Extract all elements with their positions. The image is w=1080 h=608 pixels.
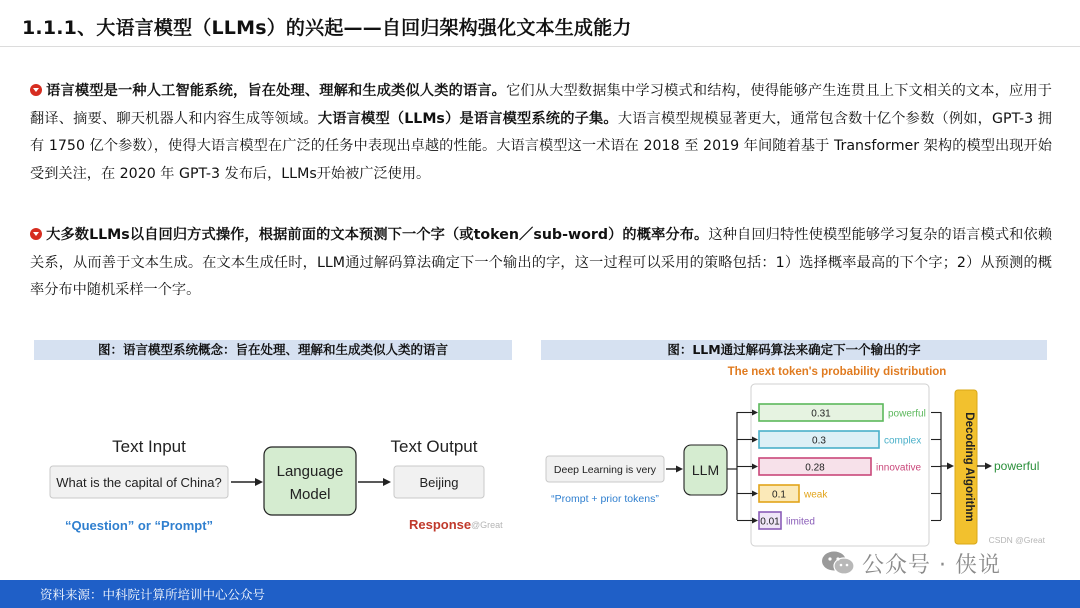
fig1-model-line1: Language [276,463,344,480]
fig2-token-word: powerful [888,408,926,420]
figure2-caption: 图：LLM通过解码算法来确定下一个输出的字 [541,340,1047,360]
bullet-icon [30,84,42,96]
page-title: 1.1.1、大语言模型（LLMs）的兴起——自回归架构强化文本生成能力 [22,17,632,39]
fig2-input-note: “Prompt + prior tokens” [551,493,659,505]
fig1-input-text: What is the capital of China? [56,475,222,490]
footer-source: 资料来源：中科院计算所培训中心公众号 [40,587,266,602]
fig2-decoder-text: Decoding Algorithm [963,412,975,522]
fig2-token-word: weak [804,489,828,501]
fig1-output-text: Beijing [419,475,459,490]
paragraph-llm-definition [30,78,1052,188]
fig1-output-label: Text Output [390,437,478,456]
wechat-icon [820,550,856,576]
footer-bar [0,580,1080,608]
fig1-response-note: Response [409,517,472,532]
fig2-arrowhead-decoder [947,463,954,470]
fig2-arrowhead-input-llm [676,466,683,473]
fig1-model-line2: Model [289,486,331,503]
wechat-watermark [820,548,1001,578]
figure1-language-model-diagram [34,362,512,552]
fig2-output-text: powerful [994,459,1040,473]
para1-bold-1: 语言模型是一种人工智能系统，旨在处理、理解和生成类似人类的语言。 [46,83,507,99]
fig1-question-note: “Question” or “Prompt” [64,518,214,533]
watermark-text: 公众号 · 侠说 [862,552,1001,578]
fig2-prob-label: 0.01 [760,516,780,528]
fig1-input-label: Text Input [112,437,186,456]
figure2-decoding-diagram [541,362,1047,552]
fig1-response-watermark: @Great [471,520,503,530]
fig2-prob-label: 0.31 [811,408,831,420]
fig2-prob-label: 0.1 [772,489,786,501]
fig2-corner-watermark: CSDN @Great [988,535,1045,545]
paragraph-autoregressive [30,222,1052,305]
fig1-model-box [264,447,356,515]
para1-bold-2: 大语言模型（LLMs）是语言模型系统的子集。 [317,110,618,127]
fig2-token-word: limited [786,516,815,528]
fig2-prob-label: 0.28 [805,462,825,474]
fig2-prob-label: 0.3 [812,435,826,447]
para1-text-1: 它们从大型数据集中学习模式和结构，使得能够产生连贯且上下文相关的文本，应用于翻译、摘要、聊天机器人和内容生成等领域。 [30,83,1052,127]
bullet-icon [30,228,42,240]
para2-text-1: 这种自回归特性使模型能够学习复杂的语言模式和依赖关系，从而善于文本生成。在文本生成任时，LLM通过解码算法确定下一个输出的字，这一过程可以采用的策略包括：1）选择概率最高的下个字；2）从预测的概率分布中随机采样一个字。 [30,227,1052,298]
para2-bold-1: 大多数LLMs以自回归方式操作，根据前面的文本预测下一个字（或token／sub-word）的概率分布。 [46,227,709,243]
fig2-input-text: Deep Learning is very [553,464,657,476]
title-divider [0,46,1080,47]
fig2-token-word: innovative [876,462,922,474]
fig1-arrowhead-out [383,478,391,486]
fig2-llm-text: LLM [691,462,720,478]
fig2-arrowhead-output [985,463,992,470]
figure1-caption: 图：语言模型系统概念：旨在处理、理解和生成类似人类的语言 [34,340,512,360]
fig1-arrowhead-in [255,478,263,486]
para1-text-2: 大语言模型规模显著更大，通常包含数十亿个参数（例如，GPT-3 拥有 1750 亿个参数），使得大语言模型在广泛的任务中表现出卓越的性能。大语言模型这一术语在 2018 至 2019 年间随着基于 Transformer 架构的模型出现开始受到关注，在 2020 年 GPT-3 发布后，LLMs开始被广泛使用。 [30,110,1052,182]
fig2-dist-title: The next token's probability distribution [727,366,947,378]
fig2-token-word: complex [884,435,922,447]
